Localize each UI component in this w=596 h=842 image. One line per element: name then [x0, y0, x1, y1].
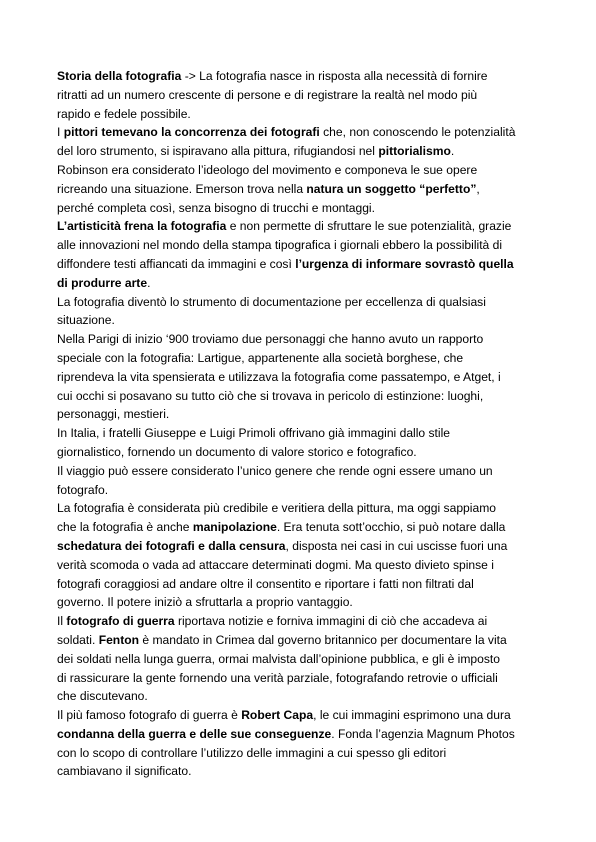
- text-span: .: [450, 144, 455, 159]
- text-span: fotografo.: [57, 482, 109, 497]
- text-span: fotografi coraggiosi ad andare oltre il consentito e riportare i fatti non filtrati dal: [57, 576, 474, 591]
- text-span: dei soldati nella lunga guerra, ormai malvista dall’opinione pubblica, e gli è imposto: [57, 651, 501, 666]
- text-span: soldati.: [57, 632, 99, 647]
- text-line: [57, 86, 551, 105]
- text-span: perché completa così, senza bisogno di trucchi e montaggi.: [57, 200, 375, 215]
- text-span: . Era tenuta sott’occhio, si può notare dalla: [276, 520, 506, 535]
- bold-text: L’artisticità frena la fotografia: [57, 219, 227, 234]
- text-span: speciale con la fotografia: Lartigue, appartenente alla società borghese, che: [57, 350, 464, 365]
- text-line: [57, 180, 551, 199]
- text-span: , disposta nei casi in cui uscisse fuori una: [285, 538, 508, 553]
- text-line: [57, 575, 551, 594]
- text-line: [57, 105, 551, 124]
- bold-text: natura un soggetto “perfetto”: [306, 181, 477, 196]
- text-span: , le cui immagini esprimono una dura: [313, 708, 511, 723]
- bold-text: Fenton: [98, 632, 139, 647]
- text-span: Nella Parigi di inizio ‘900 troviamo due personaggi che hanno avuto un rapporto: [57, 332, 484, 347]
- text-line: [57, 462, 551, 481]
- text-line: [57, 725, 551, 744]
- text-span: governo. Il potere iniziò a sfruttarla a proprio vantaggio.: [57, 595, 353, 610]
- text-span: Robinson era considerato l’ideologo del movimento e componeva le sue opere: [57, 162, 478, 177]
- bold-text: fotografo di guerra: [66, 614, 175, 629]
- text-line: [57, 349, 551, 368]
- text-span: del loro strumento, si ispiravano alla pittura, rifugiandosi nel: [57, 144, 379, 159]
- document-body: [57, 67, 551, 781]
- text-line: [57, 311, 551, 330]
- text-span: verità scomoda o vada ad attaccare determinati dogmi. Ma questo divieto spinse i: [57, 557, 494, 572]
- text-line: [57, 499, 551, 518]
- text-line: [57, 142, 551, 161]
- text-line: [57, 669, 551, 688]
- text-span: In Italia, i fratelli Giuseppe e Luigi Primoli offrivano già immagini dallo stile: [57, 426, 451, 441]
- text-span: rapido e fedele possibile.: [57, 106, 191, 121]
- text-line: [57, 650, 551, 669]
- text-line: [57, 518, 551, 537]
- bold-text: manipolazione: [192, 520, 277, 535]
- text-line: [57, 631, 551, 650]
- text-line: [57, 481, 551, 500]
- text-line: [57, 161, 551, 180]
- text-line: [57, 255, 551, 274]
- text-line: [57, 67, 551, 86]
- text-span: Il più famoso fotografo di guerra è: [57, 708, 242, 723]
- bold-text: di produrre arte: [57, 275, 148, 290]
- text-line: [57, 330, 551, 349]
- text-line: [57, 217, 551, 236]
- text-span: I: [57, 125, 64, 140]
- text-span: che, non conoscendo le potenzialità: [319, 125, 516, 140]
- text-span: è mandato in Crimea dal governo britannico per documentare la vita: [139, 632, 507, 647]
- text-line: [57, 123, 551, 142]
- text-line: [57, 537, 551, 556]
- text-line: [57, 744, 551, 763]
- text-line: [57, 405, 551, 424]
- text-span: cambiavano il significato.: [57, 764, 192, 779]
- text-span: Il: [57, 614, 67, 629]
- text-line: [57, 687, 551, 706]
- text-span: riprendeva la vita spensierata e utilizzava la fotografia come passatempo, e Atget, i: [57, 369, 501, 384]
- bold-text: pittori temevano la concorrenza dei fotografi: [63, 125, 320, 140]
- text-span: La fotografia diventò lo strumento di documentazione per eccellenza di qualsiasi: [57, 294, 486, 309]
- text-span: . Fonda l’agenzia Magnum Photos: [331, 726, 515, 741]
- text-span: personaggi, mestieri.: [57, 407, 170, 422]
- bold-text: pittorialismo: [378, 144, 451, 159]
- text-span: di rassicurare la gente fornendo una verità parziale, fotografando retrovie o ufficiali: [57, 670, 498, 685]
- text-span: cui occhi si posavano su tutto ciò che si trovava in pericolo di estinzione: luoghi,: [57, 388, 484, 403]
- text-span: La fotografia è considerata più credibile e veritiera della pittura, ma oggi sappiamo: [57, 501, 496, 516]
- text-span: diffondere testi affiancati da immagini e così: [57, 256, 296, 271]
- text-span: -> La fotografia nasce in risposta alla necessità di fornire: [181, 69, 488, 83]
- text-line: [57, 199, 551, 218]
- text-span: riportava notizie e forniva immagini di ciò che accadeva ai: [174, 614, 488, 629]
- text-line: [57, 236, 551, 255]
- text-line: [57, 274, 551, 293]
- bold-text: condanna della guerra e delle sue conseguenze: [57, 726, 332, 741]
- bold-text: schedatura dei fotografi e dalla censura: [57, 538, 286, 553]
- text-span: ,: [476, 181, 480, 196]
- text-line: [57, 293, 551, 312]
- bold-text: Robert Capa: [241, 708, 314, 723]
- text-line: [57, 556, 551, 575]
- text-span: e non permette di sfruttare le sue potenzialità, grazie: [226, 219, 512, 234]
- text-span: giornalistico, fornendo un documento di valore storico e fotografico.: [57, 444, 417, 459]
- text-line: [57, 612, 551, 631]
- text-span: che discutevano.: [57, 689, 148, 704]
- text-span: che la fotografia è anche: [57, 520, 193, 535]
- text-span: ricreando una situazione. Emerson trova nella: [57, 181, 307, 196]
- text-line: [57, 387, 551, 406]
- text-span: Il viaggio può essere considerato l’unico genere che rende ogni essere umano un: [57, 463, 493, 478]
- text-line: [57, 368, 551, 387]
- text-span: .: [147, 275, 151, 290]
- text-line: [57, 443, 551, 462]
- text-span: alle innovazioni nel mondo della stampa tipografica i giornali ebbero la possibilità di: [57, 238, 503, 253]
- text-span: situazione.: [57, 313, 115, 328]
- text-line: [57, 424, 551, 443]
- text-span: ritratti ad un numero crescente di persone e di registrare la realtà nel modo più: [57, 87, 478, 102]
- text-span: con lo scopo di controllare l’utilizzo delle immagini a cui spesso gli editori: [57, 745, 447, 760]
- text-line: [57, 762, 551, 781]
- bold-text: Storia della fotografia: [57, 69, 182, 83]
- bold-text: l’urgenza di informare sovrastò quella: [295, 256, 514, 271]
- text-line: [57, 706, 551, 725]
- text-line: [57, 593, 551, 612]
